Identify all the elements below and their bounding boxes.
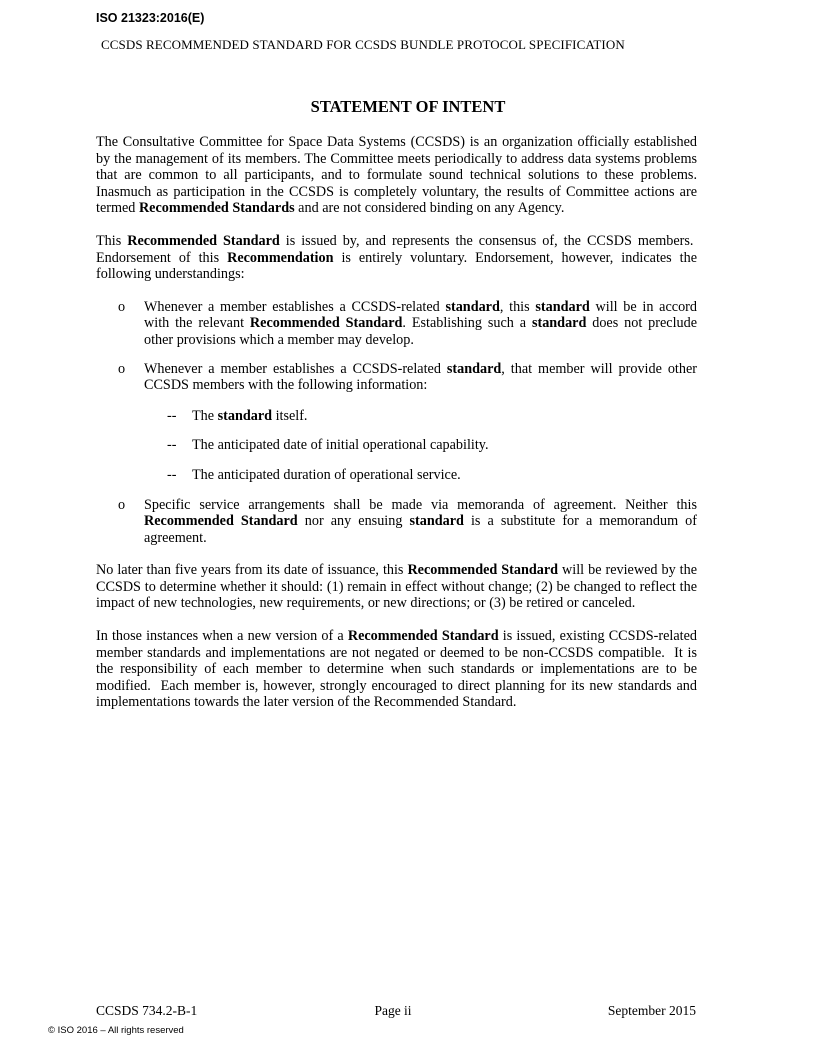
dash-marker: -- [167, 466, 177, 483]
list-item [144, 467, 697, 484]
paragraph-new-version: In those instances when a new version of a Recommended Standard is issued, existing CCSDS-related member standards and implementations are not negated or deemed to be non-CCSDS compatible. It is the responsibility of each member to determine when such standards or implementations are to be modified. Each member is, however, strongly encouraged to direct planning for its new standards and implementations towards the later version of the Recommended Standard. [96, 628, 697, 711]
list-item [96, 497, 697, 547]
information-list [144, 408, 697, 484]
list-item [144, 408, 697, 425]
bullet-marker: o [118, 360, 126, 377]
dash-marker: -- [167, 437, 177, 454]
list-item-text: Specific service arrangements shall be made via memoranda of agreement. Neither this Recommended Standard nor any ensuing standard is a substitute for a memorandum of agreement. [144, 496, 697, 546]
bullet-marker: o [118, 496, 126, 513]
bullet-marker: o [118, 298, 126, 315]
footer-date: September 2015 [607, 1003, 696, 1018]
understandings-list [96, 299, 697, 547]
page-title: STATEMENT OF INTENT [310, 97, 506, 116]
footer-page-number: Page ii [374, 1003, 412, 1018]
copyright-notice: © ISO 2016 – All rights reserved [48, 1025, 184, 1036]
paragraph-ccsds-intro: The Consultative Committee for Space Data Systems (CCSDS) is an organization officially established by the management of its members. The Committee meets periodically to address data systems problems that are common to all participants, and to formulate sound technical solutions to these problems. Inasmuch as participation in the CCSDS is completely voluntary, the results of Committee actions are termed Recommended Standards and are not considered binding on any Agency. [96, 134, 697, 217]
dash-marker: -- [167, 407, 177, 424]
list-item-text: The anticipated date of initial operational capability. [192, 437, 489, 454]
list-item-text: Whenever a member establishes a CCSDS-related standard, that member will provide other CCSDS members with the following information: [144, 360, 697, 394]
list-item [144, 437, 697, 454]
running-header: CCSDS RECOMMENDED STANDARD FOR CCSDS BUNDLE PROTOCOL SPECIFICATION [101, 37, 625, 52]
paragraph-endorsement: This Recommended Standard is issued by, and represents the consensus of, the CCSDS members. Endorsement of this Recommendation is entirely voluntary. Endorsement, however, indicates the following understandings: [96, 232, 698, 283]
paragraph-review: No later than five years from its date of issuance, this Recommended Standard will be reviewed by the CCSDS to determine whether it should: (1) remain in effect without change; (2) be changed to reflect the impact of new technologies, new requirements, or new directions; or (3) be retired or canceled. [96, 562, 697, 612]
list-item-text: The anticipated duration of operational service. [192, 466, 461, 483]
list-item [96, 299, 697, 349]
footer-document-number: CCSDS 734.2-B-1 [96, 1003, 198, 1018]
list-item-text: Whenever a member establishes a CCSDS-related standard, this standard will be in accord with the relevant Recommended Standard. Establishing such a standard does not preclude other provisions which a member may develop. [144, 298, 697, 348]
iso-document-number: ISO 21323:2016(E) [96, 11, 205, 25]
list-item [96, 361, 697, 484]
list-item-text: The standard itself. [192, 407, 308, 424]
body-content [96, 134, 697, 711]
